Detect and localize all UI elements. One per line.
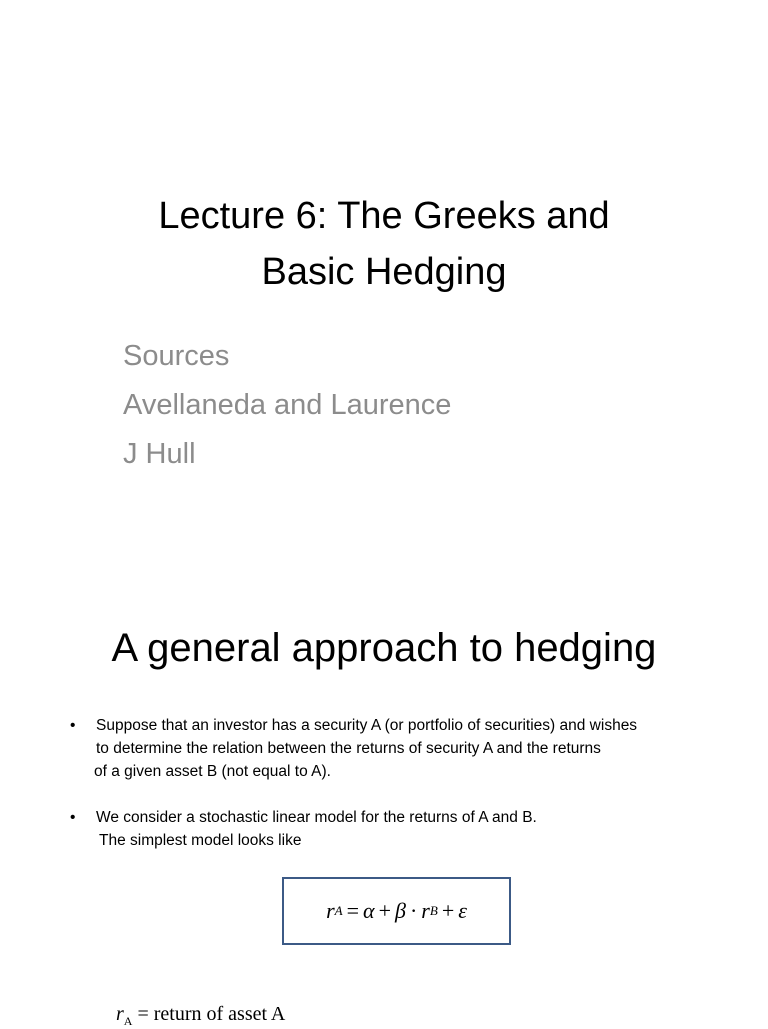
formula-r: r (421, 898, 430, 923)
definition-sub: A (123, 1014, 133, 1028)
definition-symbol: r (116, 1003, 124, 1025)
formula-dot: · (409, 898, 418, 923)
formula-equals: = (346, 898, 360, 923)
bullet-text (96, 806, 537, 852)
formula-sub-b: B (429, 903, 438, 918)
formula-alpha: α (363, 898, 375, 923)
bullet-dot: • (70, 809, 76, 826)
formula-epsilon: ε (458, 898, 467, 923)
lecture-title (0, 188, 768, 300)
formula-plus: + (441, 898, 455, 923)
formula-plus: + (378, 898, 391, 923)
definition-text: = return of asset A (132, 1003, 286, 1025)
regression-formula (282, 877, 511, 945)
bullet-line: The simplest model looks like (99, 832, 302, 849)
bullet-line: of a given asset B (not equal to A). (94, 763, 331, 780)
variable-definition (116, 1003, 285, 1029)
formula-sub-a: A (334, 903, 343, 918)
sources-list (123, 332, 451, 479)
formula-beta: β (395, 898, 406, 923)
formula-r: r (326, 898, 335, 923)
bullet-line: to determine the relation between the returns of security A and the returns (96, 740, 601, 757)
source-item: J Hull (123, 438, 196, 470)
bullet-text (96, 714, 637, 783)
source-item: Avellaneda and Laurence (123, 389, 452, 421)
bullet-line: We consider a stochastic linear model for the returns of A and B. (96, 809, 537, 826)
bullet-dot: • (70, 717, 76, 734)
sources-heading: Sources (123, 340, 230, 372)
bullet-line: Suppose that an investor has a security A (or portfolio of securities) and wishes (96, 717, 638, 734)
lecture-title-line-2: Basic Hedging (261, 251, 507, 293)
lecture-title-line-1: Lecture 6: The Greeks and (158, 195, 610, 237)
section-title: A general approach to hedging (111, 626, 657, 670)
